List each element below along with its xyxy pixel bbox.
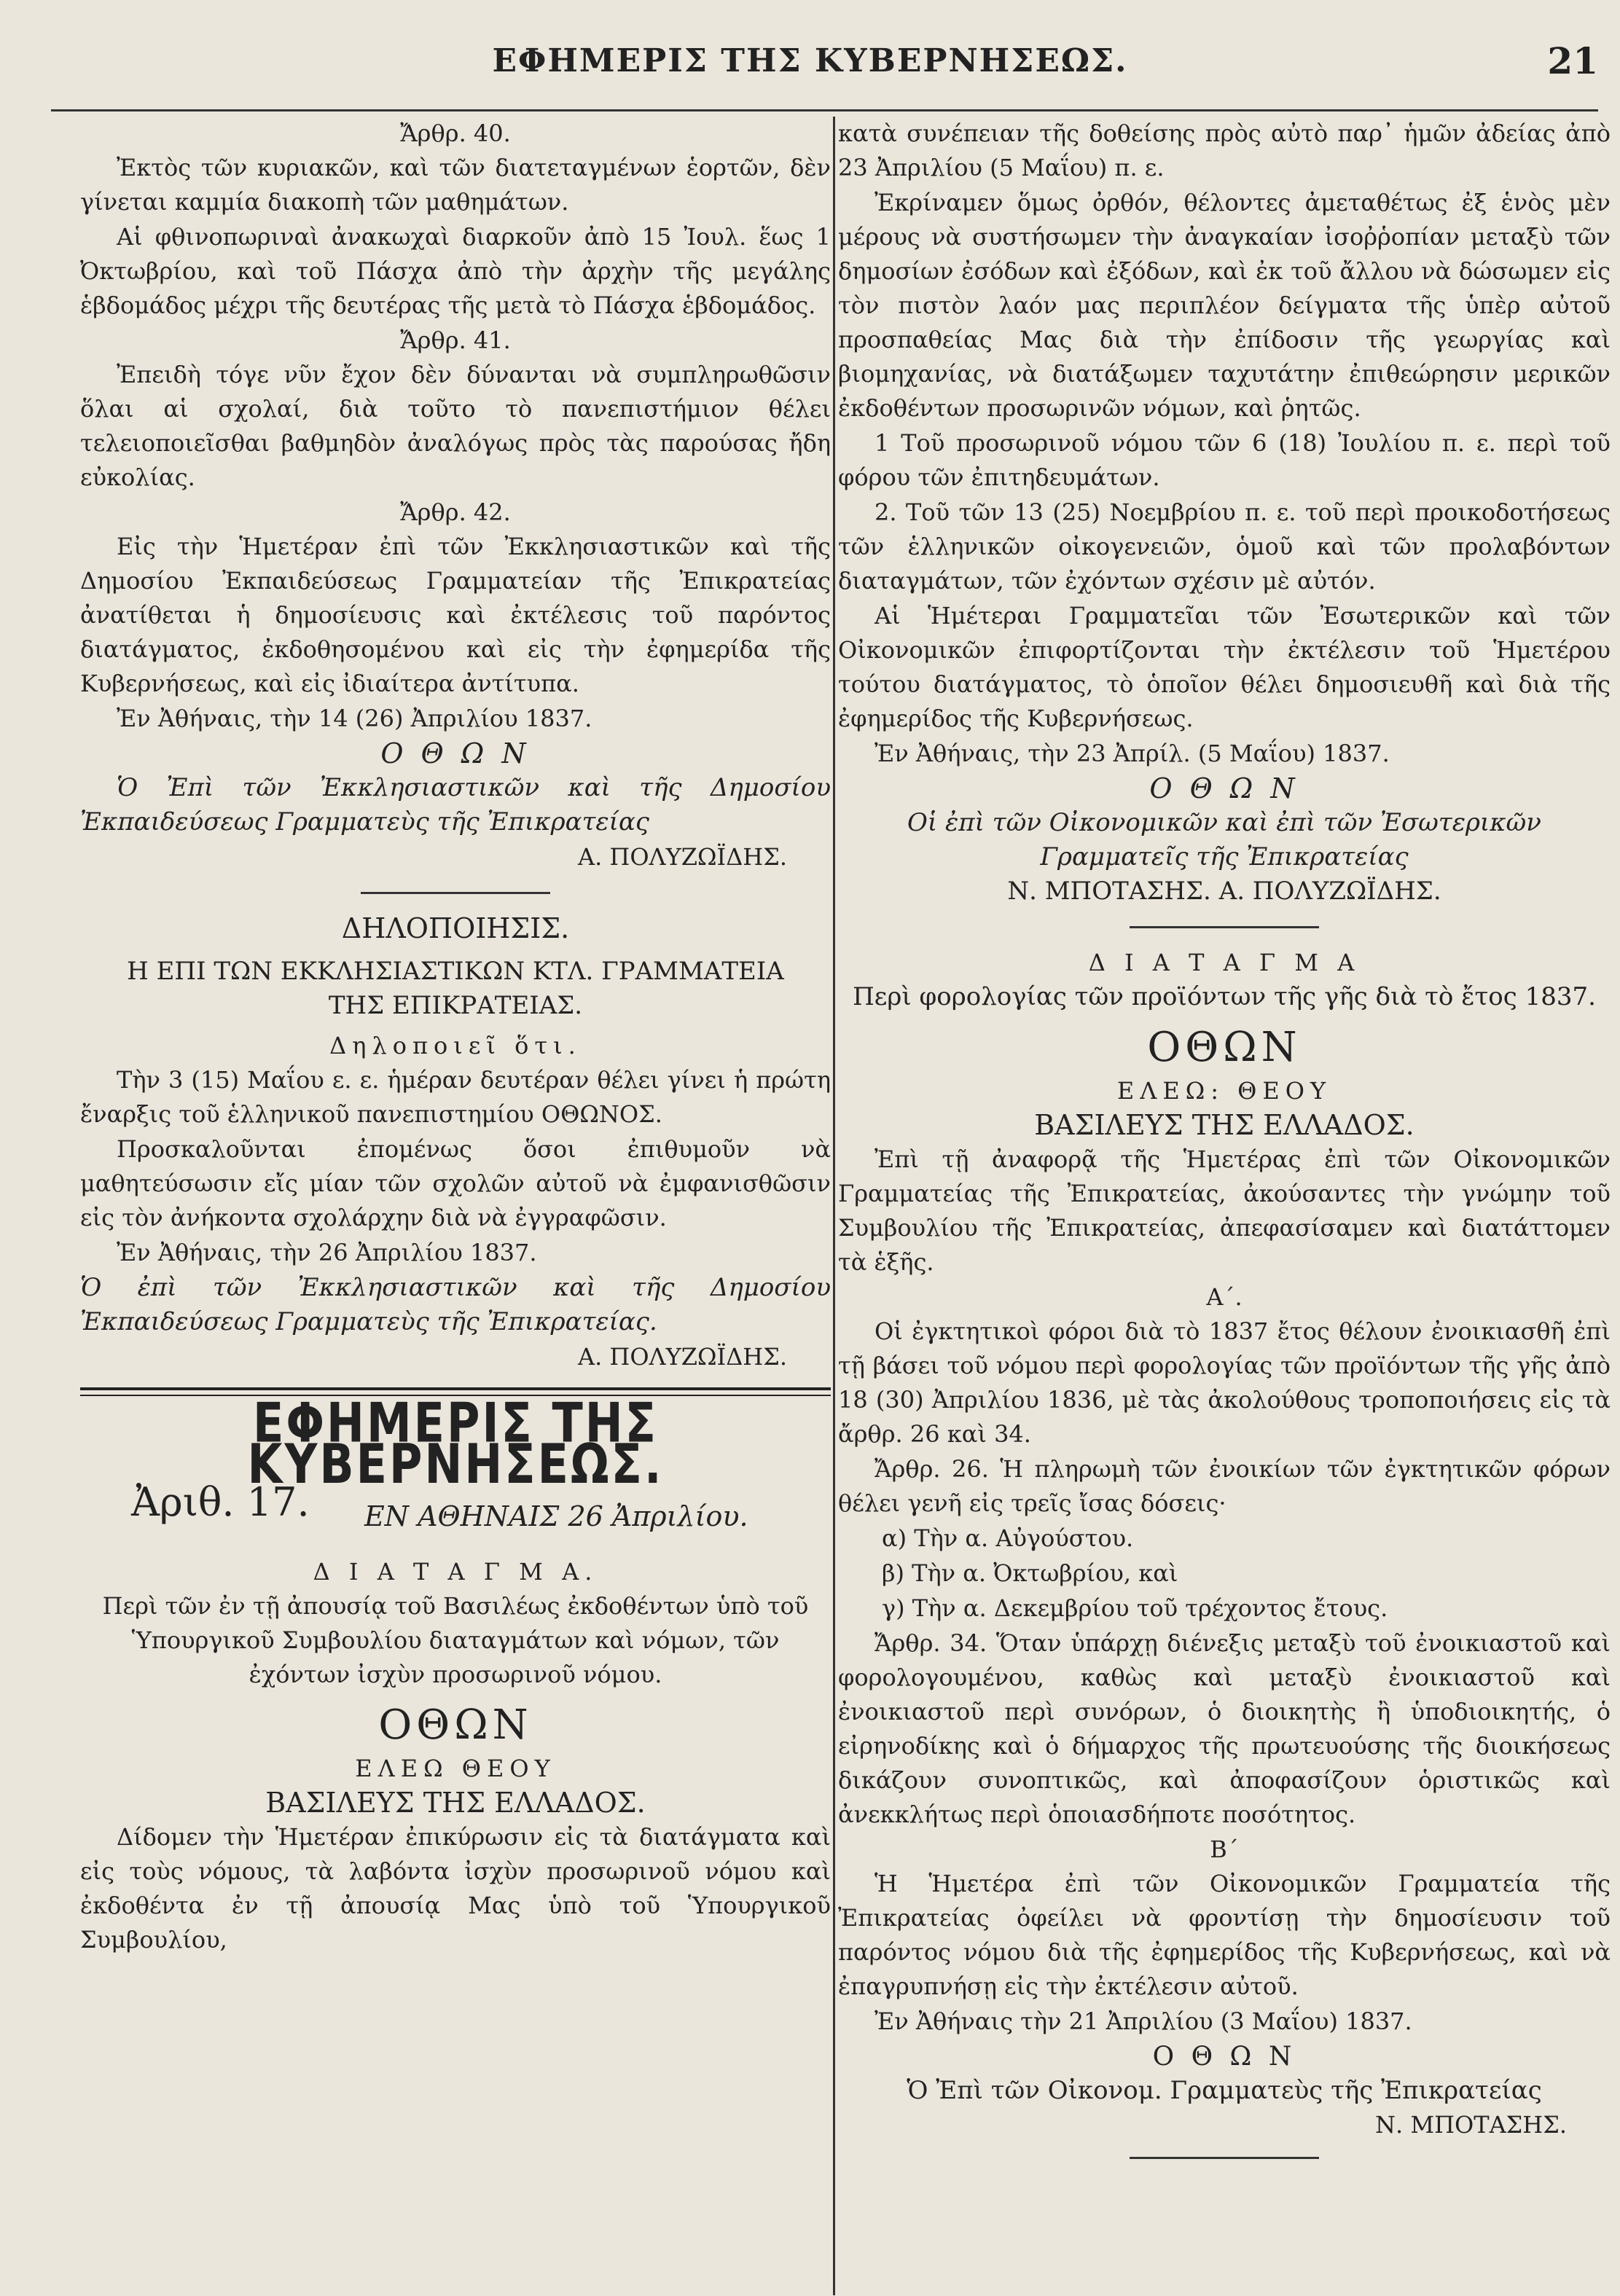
paragraph: κατὰ συνέπειαν τῆς δοθείσης πρὸς αὐτὸ παρ᾽ ἡμῶν ἀδείας ἀπὸ 23 Ἀπριλίου (5 Μαΐου) π. ε. bbox=[838, 119, 1611, 181]
signature: Α. ΠΟΛΥΖΩΪΔΗΣ. bbox=[577, 843, 787, 871]
paragraph: 2. Τοῦ τῶν 13 (25) Νοεμβρίου π. ε. τοῦ περὶ προικοδοτήσεως τῶν ἑλληνικῶν οἰκογενειῶν, ὁμοῦ καὶ τῶν προλαβόντων διαταγμάτων, τῶν ἐχόντων σχέσιν μὲ αὐτόν. bbox=[838, 498, 1611, 595]
paragraph: Αἱ Ἡμέτεραι Γραμματεῖαι τῶν Ἐσωτερικῶν καὶ τῶν Οἰκονομικῶν ἐπιφορτίζονται τὴν ἐκτέλεσιν τοῦ Ἡμετέρου τούτου διατάγματος, τὸ ὁποῖον θέλει δημοσιευθῆ καὶ διὰ τῆς ἐφημερίδος τῆς Κυβερνήσεως. bbox=[838, 602, 1611, 732]
notice-subtitle: ΤΗΣ ΕΠΙΚΡΑΤΕΙΑΣ. bbox=[328, 991, 583, 1020]
king-name: Ο Θ Ω Ν bbox=[1149, 772, 1299, 804]
article-heading: Ἄρθρ. 41. bbox=[400, 326, 511, 354]
king-of-line: ΒΑΣΙΛΕΥΣ ΤΗΣ ΕΛΛΑΔΟΣ. bbox=[1034, 1109, 1414, 1141]
paragraph: Τὴν 3 (15) Μαΐου ε. ε. ἡμέραν δευτέραν θέλει γίνει ἡ πρώτη ἔναρξις τοῦ ἑλληνικοῦ πανεπιστημίου ΟΘΩΝΟΣ. bbox=[80, 1066, 831, 1128]
notice-subtitle: Η ΕΠΙ ΤΩΝ ΕΚΚΛΗΣΙΑΣΤΙΚΩΝ ΚΤΛ. ΓΡΑΜΜΑΤΕΙΑ bbox=[127, 957, 784, 986]
list-item: γ) Τὴν α. Δεκεμβρίου τοῦ τρέχοντος ἔτους. bbox=[882, 1594, 1388, 1622]
paragraph: Ἄρθρ. 34. Ὅταν ὑπάρχῃ διένεξις μεταξὺ τοῦ ἐνοικιαστοῦ καὶ φορολογουμένου, καθὼς καὶ μεταξὺ ἐνοικιαστοῦ καὶ ἐνοικιαστοῦ περὶ συνόρων, ὁ διοικητὴς ἢ ὑποδιοικητής, ὁ εἰρηνοδίκης καὶ ὁ δήμαρχος τῆς πρωτευούσης τῆς διοικήσεως δικάζουν συνοπτικῶς, καὶ ἀποφασίζουν ὁριστικῶς καὶ ἀνεκκλήτως περὶ ὁποιασδήποτε ποσότητος. bbox=[838, 1629, 1611, 1828]
paragraph: Αἱ φθινοπωριναὶ ἀνακωχαὶ διαρκοῦν ἀπὸ 15 Ἰουλ. ἕως 1 Ὀκτωβρίου, καὶ τοῦ Πάσχα ἀπὸ τὴν ἀρχὴν τῆς μεγάλης ἑβδομάδος μέχρι τῆς δευτέρας τῆς μετὰ τὸ Πάσχα ἑβδομάδος. bbox=[80, 223, 831, 319]
left-column bbox=[80, 117, 831, 2288]
secretary-title: Ὁ ἐπὶ τῶν Ἐκκλησιαστικῶν καὶ τῆς Δημοσίου Ἐκπαιδεύσεως Γραμματεὺς τῆς Ἐπικρατείας. bbox=[80, 1273, 831, 1336]
right-column bbox=[838, 117, 1611, 2288]
page-header bbox=[0, 36, 1620, 95]
section-label: Β΄ bbox=[1210, 1835, 1239, 1863]
grace-line: ΕΛΕΩ: ΘΕΟΥ bbox=[1116, 1077, 1332, 1105]
notice-subtitle: Δηλοποιεῖ ὅτι. bbox=[329, 1032, 582, 1059]
issue-place-date: ΕΝ ΑΘΗΝΑΙΣ 26 Ἀπριλίου. bbox=[364, 1500, 748, 1532]
king-of-line: ΒΑΣΙΛΕΥΣ ΤΗΣ ΕΛΛΑΔΟΣ. bbox=[265, 1787, 646, 1819]
king-name: Ο Θ Ω Ν bbox=[380, 737, 531, 769]
date-line: Ἐν Ἀθήναις, τὴν 26 Ἀπριλίου 1837. bbox=[117, 1239, 537, 1266]
paragraph: Προσκαλοῦνται ἐπομένως ὅσοι ἐπιθυμοῦν νὰ μαθητεύσωσιν εἴς μίαν τῶν σχολῶν αὐτοῦ νὰ ἐμφανισθῶσιν εἰς τὸν ἀνήκοντα σχολάρχην διὰ νὰ ἐγγραφῶσιν. bbox=[80, 1135, 831, 1231]
paragraph: Ἐκρίναμεν ὅμως ὀρθόν, θέλοντες ἀμεταθέτως ἐξ ἑνὸς μὲν μέρους νὰ συστήσωμεν τὴν ἀναγκαίαν ἰσοῤῥοπίαν μεταξὺ τῶν δημοσίων ἐσόδων καὶ ἐξόδων, καὶ ἐκ τοῦ ἄλλου νὰ δώσωμεν εἰς τὸν πιστὸν λαόν μας περιπλέον δείγματα τῆς ὑπὲρ αὐτοῦ προσπαθείας Μας διὰ τὴν ἐπίδοσιν τῆς γεωργίας καὶ βιομηχανίας, νὰ διατάξωμεν ταχυτάτην ἐπιθεώρησιν μερικῶν ἐκδοθέντων προσωρινῶν νόμων, καὶ ῥητῶς. bbox=[838, 189, 1611, 422]
paragraph: Ἐπὶ τῇ ἀναφορᾷ τῆς Ἡμετέρας ἐπὶ τῶν Οἰκονομικῶν Γραμματείας τῆς Ἐπικρατείας, ἀκούσαντες τὴν γνώμην τοῦ Συμβουλίου τῆς Ἐπικρατείας, ἀπεφασίσαμεν καὶ διατάττομεν τὰ ἑξῆς. bbox=[838, 1145, 1611, 1276]
masthead: ΕΦΗΜΕΡΙΣ ΤΗΣ ΚΥΒΕΡΝΗΣΕΩΣ. bbox=[247, 1391, 664, 1496]
decree-subject: Περὶ φορολογίας τῶν προϊόντων τῆς γῆς διὰ τὸ ἔτος 1837. bbox=[853, 982, 1596, 1011]
section-rule bbox=[1130, 2157, 1319, 2159]
decree-subject: Περὶ τῶν ἐν τῇ ἀπουσίᾳ τοῦ Βασιλέως ἐκδοθέντων ὑπὸ τοῦ Ὑπουργικοῦ Συμβουλίου διαταγμάτων καὶ νόμων, τῶν ἐχόντων ἰσχὺν προσωρινοῦ νόμου. bbox=[102, 1592, 809, 1688]
secretary-title: Ὁ Ἐπὶ τῶν Οἰκονομ. Γραμματεὺς τῆς Ἐπικρατείας bbox=[907, 2076, 1542, 2105]
signature: Ν. ΜΠΟΤΑΣΗΣ. bbox=[1374, 2111, 1567, 2139]
list-item: α) Τὴν α. Αὐγούστου. bbox=[882, 1524, 1134, 1552]
paragraph: Ἐκτὸς τῶν κυριακῶν, καὶ τῶν διατεταγμένων ἑορτῶν, δὲν γίνεται καμμία διακοπὴ τῶν μαθημάτων. bbox=[80, 154, 831, 216]
date-line: Ἐν Ἀθήναις, τὴν 14 (26) Ἀπριλίου 1837. bbox=[117, 705, 592, 732]
secretary-title: Γραμματεῖς τῆς Ἐπικρατείας bbox=[1040, 842, 1409, 871]
header-rule bbox=[51, 109, 1598, 111]
decree-title: Δ Ι Α Τ Α Γ Μ Α. bbox=[313, 1558, 598, 1586]
notice-title: ΔΗΛΟΠΟΙΗΣΙΣ. bbox=[341, 912, 570, 944]
secretary-title: Ὁ Ἐπὶ τῶν Ἐκκλησιαστικῶν καὶ τῆς Δημοσίου Ἐκπαιδεύσεως Γραμματεὺς τῆς Ἐπικρατείας bbox=[80, 773, 831, 836]
issue-line bbox=[80, 1479, 831, 1543]
paragraph: Ἡ Ἡμετέρα ἐπὶ τῶν Οἰκονομικῶν Γραμματεία τῆς Ἐπικρατείας ὀφείλει νὰ φροντίσῃ τὴν δημοσίευσιν τοῦ παρόντος νόμου διὰ τῆς ἐφημερίδος τῆς Κυβερνήσεως, καὶ νὰ ἐπαγρυπνήσῃ εἰς τὴν ἐκτέλεσιν αὐτοῦ. bbox=[838, 1870, 1611, 2000]
issue-number: Ἀριθ. 17. bbox=[131, 1479, 310, 1525]
section-label: Α΄. bbox=[1206, 1283, 1243, 1311]
list-item: β) Τὴν α. Ὀκτωβρίου, καὶ bbox=[882, 1559, 1178, 1587]
article-heading: Ἄρθρ. 42. bbox=[400, 498, 511, 526]
paragraph: Δίδομεν τὴν Ἡμετέραν ἐπικύρωσιν εἰς τὰ διατάγματα καὶ εἰς τοὺς νόμους, τὰ λαβόντα ἰσχὺν προσωρινοῦ νόμου καὶ ἐκδοθέντα ἐν τῇ ἀπουσίᾳ Μας ὑπὸ τοῦ Ὑπουργικοῦ Συμβουλίου, bbox=[80, 1823, 831, 1954]
section-rule bbox=[361, 892, 550, 894]
date-line: Ἐν Ἀθήναις τὴν 21 Ἀπριλίου (3 Μαΐου) 1837. bbox=[874, 2007, 1412, 2035]
paragraph: Οἱ ἐγκτητικοὶ φόροι διὰ τὸ 1837 ἔτος θέλουν ἐνοικιασθῆ ἐπὶ τῇ βάσει τοῦ νόμου περὶ φορολογίας τῶν προϊόντων τῆς γῆς ἀπὸ 18 (30) Ἀπριλίου 1836, μὲ τὰς ἀκολούθους τροποποιήσεις εἰς τὰ ἄρθρ. 26 καὶ 34. bbox=[838, 1317, 1611, 1448]
decree-title: Δ Ι Α Τ Α Γ Μ Α bbox=[1088, 949, 1361, 976]
paragraph: Εἰς τὴν Ἡμετέραν ἐπὶ τῶν Ἐκκλησιαστικῶν καὶ τῆς Δημοσίου Ἐκπαιδεύσεως Γραμματείαν τῆς Ἐπικρατείας ἀνατίθεται ἡ δημοσίευσις καὶ ἐκτέλεσις τοῦ παρόντος διατάγματος, ἐκδοθησομένου καὶ εἰς τὴν ἐφημερίδα τῆς Κυβερνήσεως, καὶ εἰς ἰδιαίτερα ἀντίτυπα. bbox=[80, 533, 831, 697]
column-divider bbox=[833, 117, 835, 2295]
article-heading: Ἄρθρ. 40. bbox=[400, 119, 511, 147]
king-name: Ο Θ Ω Ν bbox=[1152, 2042, 1296, 2072]
secretary-title: Οἱ ἐπὶ τῶν Οἰκονομικῶν καὶ ἐπὶ τῶν Ἐσωτερικῶν bbox=[907, 808, 1541, 837]
king-name: ΟΘΩΝ bbox=[378, 1701, 533, 1749]
paragraph: Ἐπειδὴ τόγε νῦν ἔχον δὲν δύνανται νὰ συμπληρωθῶσιν ὅλαι αἱ σχολαί, διὰ τοῦτο τὸ πανεπιστήμιον θέλει τελειοποιεῖσθαι βαθμηδὸν ἀναλόγως πρὸς τὰς παρούσας ἤδη εὐκολίας. bbox=[80, 361, 831, 491]
signature: Α. ΠΟΛΥΖΩΪΔΗΣ. bbox=[577, 1343, 787, 1371]
grace-line: ΕΛΕΩ ΘΕΟΥ bbox=[355, 1755, 556, 1782]
running-title: ΕΦΗΜΕΡΙΣ ΤΗΣ ΚΥΒΕΡΝΗΣΕΩΣ. bbox=[492, 42, 1128, 79]
paragraph: 1 Τοῦ προσωρινοῦ νόμου τῶν 6 (18) Ἰουλίου π. ε. περὶ τοῦ φόρου τῶν ἐπιτηδευμάτων. bbox=[838, 429, 1611, 491]
king-name: ΟΘΩΝ bbox=[1147, 1024, 1302, 1071]
page-number: 21 bbox=[1547, 39, 1598, 82]
signature: Ν. ΜΠΟΤΑΣΗΣ. Α. ΠΟΛΥΖΩΪΔΗΣ. bbox=[1007, 877, 1441, 906]
date-line: Ἐν Ἀθήναις, τὴν 23 Ἀπρίλ. (5 Μαΐου) 1837. bbox=[874, 740, 1390, 767]
section-rule bbox=[1130, 926, 1319, 928]
paragraph: Ἄρθρ. 26. Ἡ πληρωμὴ τῶν ἐνοικίων τῶν ἐγκτητικῶν φόρων θέλει γενῆ εἰς τρεῖς ἴσας δόσεις· bbox=[838, 1455, 1611, 1517]
